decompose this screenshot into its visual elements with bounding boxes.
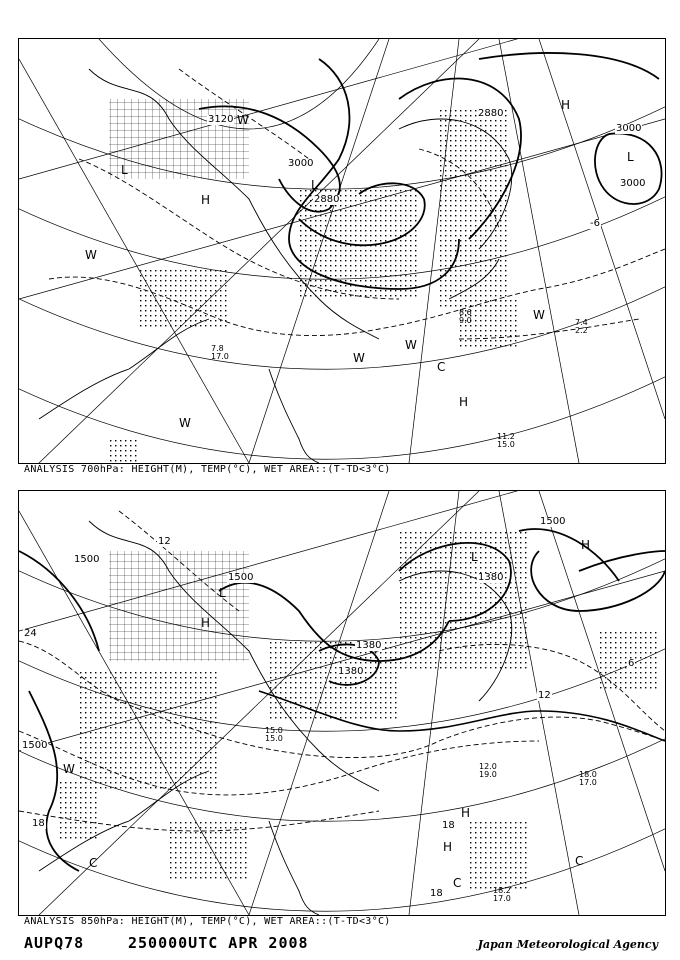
height-label: 1500 <box>74 554 100 565</box>
isotherm-label: 24 <box>24 628 37 639</box>
station-plot: 15.0 15.0 <box>265 726 283 743</box>
station-plot: 18.2 17.0 <box>493 886 511 903</box>
map-panel-850hpa <box>18 490 666 916</box>
warm-marker: W <box>533 308 545 322</box>
height-label: 1500 <box>540 516 566 527</box>
cold-marker: C <box>575 854 584 868</box>
warm-marker: W <box>179 416 191 430</box>
isotherm-label: 12 <box>158 536 171 547</box>
height-label: 1500 <box>228 572 254 583</box>
station-plot: 18.0 17.0 <box>579 770 597 787</box>
low-center-marker: L <box>121 163 128 177</box>
height-label: 1380 <box>356 640 382 651</box>
warm-marker: W <box>237 113 249 127</box>
low-center-marker: L <box>311 178 318 192</box>
wet-area-shading <box>109 99 519 463</box>
high-center-marker: H <box>581 538 591 552</box>
agency-name: Japan Meteorological Agency <box>477 938 658 951</box>
isotherm-label: 18 <box>442 820 455 831</box>
isotherm-label: 18 <box>32 818 45 829</box>
station-plot: 12.0 19.0 <box>479 762 497 779</box>
station-plot: 11.2 15.0 <box>497 432 515 449</box>
high-center-marker: H <box>201 616 211 630</box>
cold-marker: C <box>437 360 446 374</box>
station-plot: 7.4 2.2 <box>575 318 588 335</box>
height-label: 1500 <box>22 740 48 751</box>
height-label: 3000 <box>288 158 314 169</box>
cold-marker: C <box>89 856 98 870</box>
high-center-marker: H <box>201 193 211 207</box>
valid-time: 250000UTC APR 2008 <box>128 934 309 952</box>
isotherm-label: 12 <box>538 690 551 701</box>
high-center-marker: H <box>461 806 471 820</box>
height-label: 2880 <box>314 194 340 205</box>
panel-700-caption: ANALYSIS 700hPa: HEIGHT(M), TEMP(°C), WET AREA::(T-TD<3°C) <box>24 464 391 475</box>
panel-850-caption: ANALYSIS 850hPa: HEIGHT(M), TEMP(°C), WET AREA::(T-TD<3°C) <box>24 916 391 927</box>
height-label: 3000 <box>616 123 642 134</box>
height-label: 1380 <box>338 666 364 677</box>
low-center-marker: L <box>471 550 478 564</box>
map-850hpa-drawing <box>19 491 665 915</box>
isotherm-label: -6 <box>590 218 600 229</box>
high-center-marker: H <box>443 840 453 854</box>
low-center-marker: L <box>627 150 634 164</box>
high-center-marker: H <box>459 395 469 409</box>
warm-marker: W <box>353 351 365 365</box>
high-center-marker: H <box>561 98 571 112</box>
isotherm-label: 6 <box>628 658 635 669</box>
warm-marker: W <box>63 762 75 776</box>
height-label: 3000 <box>620 178 646 189</box>
station-plot: 8.6 9.0 <box>459 308 472 325</box>
warm-marker: W <box>405 338 417 352</box>
warm-marker: W <box>85 248 97 262</box>
height-label: 2880 <box>478 108 504 119</box>
wet-area-shading <box>59 531 659 891</box>
chart-code: AUPQ78 <box>24 934 85 952</box>
low-center-marker: L <box>219 586 226 600</box>
height-contours <box>199 53 662 289</box>
station-plot: 7.8 17.0 <box>211 344 229 361</box>
isotherm-label: 18 <box>430 888 443 899</box>
height-label: 1380 <box>478 572 504 583</box>
height-label: 3120 <box>208 114 234 125</box>
cold-marker: C <box>453 876 462 890</box>
map-panel-700hpa <box>18 38 666 464</box>
